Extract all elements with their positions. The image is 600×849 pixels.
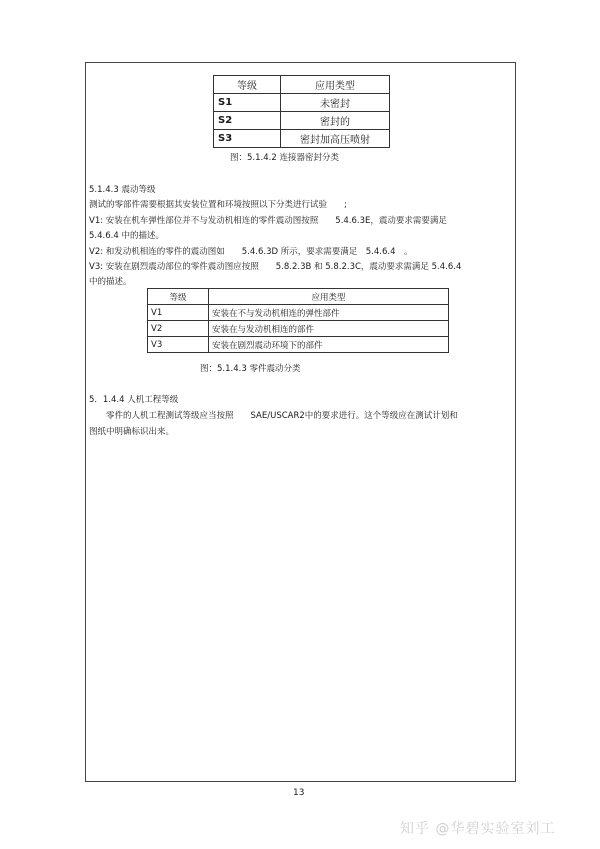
table-row [214,94,390,112]
ergonomics-text: 零件的人机工程测试等级应当按照 SAE/USCAR2中的要求进行。这个等级应在测试计划和 [106,411,458,421]
table-cell-grade: V1 [148,305,209,321]
v3-description-cont: 中的描述。 [89,277,132,287]
v3-description: V3: 安装在剧烈震动部位的零件震动图应按照 5.8.2.3B 和 5.8.2.3C，震动要求需满足 5.4.6.4 [89,262,462,272]
watermark: 知乎 @华碧实验室刘工 [400,821,556,837]
vibration-heading: 5.1.4.3 震动等级 [89,185,156,195]
page-frame [85,62,516,782]
table-cell-grade: S3 [214,130,281,148]
table-row [148,337,449,353]
table-header-row [214,76,390,94]
v2-description: V2: 和发动机相连的零件的震动图如 5.4.6.3D 所示，要求需要满足 5.4.6.4 。 [89,247,413,257]
seal-class-table [213,75,390,148]
table-cell-type: 安装在不与发动机相连的弹性部件 [209,305,449,321]
v1-description: V1: 安装在机车弹性部位并不与发动机相连的零件震动图按照 5.4.6.3E，震动要求需要满足 [89,216,447,226]
table1-caption: 图：5.1.4.2 连接器密封分类 [230,153,339,163]
table-header-row [148,289,449,305]
table2-caption: 图：5.1.4.3 零件震动分类 [200,364,301,374]
table-header-cell: 应用类型 [209,289,449,305]
table-cell-type: 未密封 [281,94,390,112]
table-header-cell: 应用类型 [281,76,390,94]
table-row [148,321,449,337]
page-number: 13 [293,788,305,798]
table-cell-type: 密封加高压喷射 [281,130,390,148]
v1-description-cont: 5.4.6.4 中的描述。 [89,231,164,241]
table-cell-type: 安装在剧烈震动环境下的部件 [209,337,449,353]
table-header-cell: 等级 [214,76,281,94]
table-cell-type: 密封的 [281,112,390,130]
table-cell-type: 安装在与发动机相连的部件 [209,321,449,337]
ergonomics-text-cont: 图纸中明确标识出来。 [89,427,175,437]
vibration-intro: 测试的零部件需要根据其安装位置和环境按照以下分类进行试验 ; [89,200,347,210]
table-row [214,130,390,148]
table-row [148,305,449,321]
table-header-cell: 等级 [148,289,209,305]
table-cell-grade: S2 [214,112,281,130]
table-cell-grade: V2 [148,321,209,337]
table-cell-grade: S1 [214,94,281,112]
vibration-class-table [147,288,449,353]
table-row [214,112,390,130]
ergonomics-heading: 5．1.4.4 人机工程等级 [89,395,179,405]
table-cell-grade: V3 [148,337,209,353]
